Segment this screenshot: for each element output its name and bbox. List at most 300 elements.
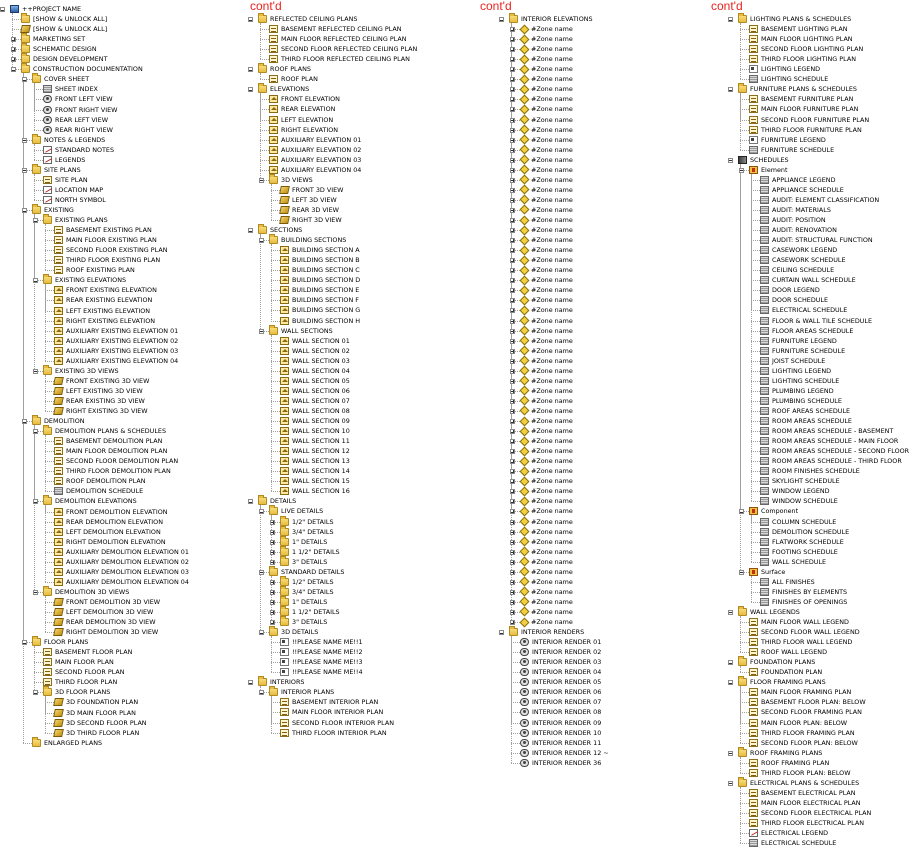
tree-item[interactable] — [280, 346, 350, 356]
tree-item[interactable] — [269, 506, 323, 516]
tree-item[interactable] — [32, 165, 81, 175]
tree-item[interactable] — [749, 125, 862, 135]
tree-item[interactable] — [520, 135, 573, 145]
tree-item[interactable] — [520, 527, 573, 537]
tree-item[interactable] — [280, 587, 334, 597]
tree-item[interactable] — [258, 64, 311, 74]
expand-toggle[interactable] — [510, 228, 515, 233]
tree-item[interactable] — [54, 285, 157, 295]
collapse-toggle[interactable] — [248, 67, 253, 72]
tree-item[interactable] — [520, 607, 573, 617]
expand-toggle[interactable] — [510, 47, 515, 52]
tree-item[interactable] — [54, 265, 135, 275]
tree-item[interactable] — [760, 486, 830, 496]
expand-toggle[interactable] — [510, 389, 515, 394]
collapse-toggle[interactable] — [728, 751, 733, 756]
tree-item[interactable] — [520, 235, 573, 245]
tree-item[interactable] — [43, 105, 118, 115]
tree-item[interactable] — [54, 537, 166, 547]
expand-toggle[interactable] — [270, 530, 275, 535]
tree-item[interactable] — [269, 125, 338, 135]
tree-item[interactable] — [520, 386, 573, 396]
tree-item[interactable] — [760, 426, 893, 436]
tree-item[interactable] — [54, 718, 147, 728]
tree-item[interactable] — [54, 697, 138, 707]
tree-item[interactable] — [269, 175, 313, 185]
tree-item[interactable] — [760, 305, 847, 315]
tree-item[interactable] — [54, 245, 167, 255]
expand-toggle[interactable] — [510, 208, 515, 213]
collapse-toggle[interactable] — [248, 87, 253, 92]
tree-item[interactable] — [749, 637, 852, 647]
tree-item[interactable] — [760, 537, 844, 547]
tree-item[interactable] — [21, 44, 97, 54]
tree-item[interactable] — [520, 305, 573, 315]
expand-toggle[interactable] — [510, 27, 515, 32]
collapse-toggle[interactable] — [33, 278, 38, 283]
collapse-toggle[interactable] — [499, 17, 504, 22]
tree-item[interactable] — [269, 155, 361, 165]
tree-item[interactable] — [520, 738, 601, 748]
expand-toggle[interactable] — [510, 118, 515, 123]
tree-item[interactable] — [520, 677, 601, 687]
collapse-toggle[interactable] — [33, 690, 38, 695]
collapse-toggle[interactable] — [739, 509, 744, 514]
tree-item[interactable] — [749, 145, 834, 155]
tree-item[interactable] — [280, 547, 340, 557]
tree-item[interactable] — [43, 687, 110, 697]
tree-item[interactable] — [520, 436, 573, 446]
tree-item[interactable] — [280, 436, 350, 446]
tree-item[interactable] — [280, 416, 350, 426]
tree-item[interactable] — [520, 265, 573, 275]
tree-item[interactable] — [749, 798, 861, 808]
tree-item[interactable] — [280, 366, 350, 376]
tree-item[interactable] — [749, 697, 866, 707]
tree-item[interactable] — [280, 607, 340, 617]
tree-item[interactable] — [54, 607, 153, 617]
tree-item[interactable] — [520, 215, 573, 225]
tree-item[interactable] — [520, 506, 573, 516]
collapse-toggle[interactable] — [728, 158, 733, 163]
tree-item[interactable] — [520, 466, 573, 476]
tree-item[interactable] — [520, 496, 573, 506]
tree-item[interactable] — [520, 476, 573, 486]
tree-item[interactable] — [749, 24, 848, 34]
tree-item[interactable] — [520, 647, 601, 657]
tree-item[interactable] — [54, 436, 162, 446]
expand-toggle[interactable] — [510, 258, 515, 263]
tree-item[interactable] — [280, 637, 363, 647]
tree-item[interactable] — [520, 205, 573, 215]
tree-item[interactable] — [760, 215, 826, 225]
expand-toggle[interactable] — [510, 77, 515, 82]
collapse-toggle[interactable] — [259, 178, 264, 183]
tree-item[interactable] — [760, 295, 828, 305]
tree-item[interactable] — [280, 255, 360, 265]
tree-item[interactable] — [520, 245, 573, 255]
expand-toggle[interactable] — [270, 540, 275, 545]
collapse-toggle[interactable] — [248, 228, 253, 233]
tree-item[interactable] — [280, 265, 360, 275]
tree-item[interactable] — [520, 185, 573, 195]
collapse-toggle[interactable] — [11, 67, 16, 72]
tree-item[interactable] — [32, 738, 102, 748]
tree-item[interactable] — [54, 728, 139, 738]
expand-toggle[interactable] — [510, 560, 515, 565]
tree-item[interactable] — [54, 476, 146, 486]
expand-toggle[interactable] — [510, 87, 515, 92]
expand-toggle[interactable] — [510, 57, 515, 62]
tree-item[interactable] — [54, 336, 178, 346]
tree-item[interactable] — [43, 426, 166, 436]
tree-item[interactable] — [749, 647, 827, 657]
tree-item[interactable] — [520, 426, 573, 436]
expand-toggle[interactable] — [510, 499, 515, 504]
tree-item[interactable] — [258, 496, 296, 506]
tree-item[interactable] — [280, 215, 342, 225]
tree-item[interactable] — [760, 316, 872, 326]
tree-item[interactable] — [54, 617, 156, 627]
tree-item[interactable] — [269, 104, 335, 114]
tree-item[interactable] — [760, 175, 836, 185]
collapse-toggle[interactable] — [728, 610, 733, 615]
tree-item[interactable] — [520, 64, 573, 74]
tree-item[interactable] — [520, 356, 573, 366]
tree-item[interactable] — [520, 24, 573, 34]
tree-item[interactable] — [760, 527, 849, 537]
tree-item[interactable] — [54, 295, 152, 305]
tree-item[interactable] — [520, 376, 573, 386]
tree-item[interactable] — [760, 205, 831, 215]
tree-item[interactable] — [21, 34, 85, 44]
tree-item[interactable] — [760, 366, 831, 376]
tree-item[interactable] — [54, 356, 178, 366]
collapse-toggle[interactable] — [22, 168, 27, 173]
tree-item[interactable] — [280, 426, 350, 436]
expand-toggle[interactable] — [510, 449, 515, 454]
tree-item[interactable] — [520, 557, 573, 567]
tree-item[interactable] — [520, 396, 573, 406]
tree-item[interactable] — [520, 336, 573, 346]
collapse-toggle[interactable] — [248, 680, 253, 685]
collapse-toggle[interactable] — [22, 419, 27, 424]
tree-item[interactable] — [760, 517, 836, 527]
tree-item[interactable] — [43, 84, 98, 94]
collapse-toggle[interactable] — [248, 499, 253, 504]
tree-item[interactable] — [269, 145, 361, 155]
tree-item[interactable] — [749, 667, 822, 677]
collapse-toggle[interactable] — [33, 218, 38, 223]
tree-item[interactable] — [520, 54, 573, 64]
expand-toggle[interactable] — [510, 580, 515, 585]
expand-toggle[interactable] — [510, 369, 515, 374]
expand-toggle[interactable] — [270, 580, 275, 585]
collapse-toggle[interactable] — [33, 590, 38, 595]
expand-toggle[interactable] — [510, 329, 515, 334]
tree-item[interactable] — [749, 818, 864, 828]
tree-item[interactable] — [520, 597, 573, 607]
tree-item[interactable] — [749, 617, 849, 627]
tree-item[interactable] — [280, 667, 363, 677]
tree-item[interactable] — [269, 627, 318, 637]
tree-item[interactable] — [54, 597, 160, 607]
tree-item[interactable] — [43, 125, 113, 135]
expand-toggle[interactable] — [270, 600, 275, 605]
tree-item[interactable] — [738, 657, 815, 667]
expand-toggle[interactable] — [510, 168, 515, 173]
tree-item[interactable] — [520, 537, 573, 547]
tree-item[interactable] — [520, 175, 573, 185]
tree-item[interactable] — [520, 577, 573, 587]
tree-item[interactable] — [749, 788, 856, 798]
tree-item[interactable] — [54, 316, 155, 326]
tree-item[interactable] — [760, 577, 815, 587]
tree-item[interactable] — [749, 34, 853, 44]
tree-item[interactable] — [43, 185, 103, 195]
expand-toggle[interactable] — [510, 379, 515, 384]
tree-item[interactable] — [21, 24, 107, 34]
expand-toggle[interactable] — [510, 509, 515, 514]
tree-item[interactable] — [760, 436, 898, 446]
collapse-toggle[interactable] — [33, 429, 38, 434]
tree-item[interactable] — [520, 758, 601, 768]
tree-item[interactable] — [280, 718, 394, 728]
tree-item[interactable] — [520, 44, 573, 54]
collapse-toggle[interactable] — [22, 640, 27, 645]
tree-item[interactable] — [520, 617, 573, 627]
expand-toggle[interactable] — [510, 530, 515, 535]
tree-item[interactable] — [280, 446, 350, 456]
tree-item[interactable] — [760, 356, 825, 366]
tree-item[interactable] — [749, 104, 858, 114]
tree-item[interactable] — [54, 517, 163, 527]
tree-item[interactable] — [749, 687, 851, 697]
tree-item[interactable] — [760, 235, 873, 245]
collapse-toggle[interactable] — [728, 680, 733, 685]
tree-item[interactable] — [760, 195, 879, 205]
tree-item[interactable] — [749, 627, 860, 637]
tree-item[interactable] — [520, 34, 573, 44]
tree-item[interactable] — [760, 245, 837, 255]
tree-item[interactable] — [760, 456, 902, 466]
collapse-toggle[interactable] — [33, 499, 38, 504]
tree-item[interactable] — [760, 406, 850, 416]
tree-item[interactable] — [280, 396, 350, 406]
tree-item[interactable] — [54, 466, 171, 476]
expand-toggle[interactable] — [510, 107, 515, 112]
tree-item[interactable] — [54, 456, 178, 466]
tree-item[interactable] — [32, 74, 89, 84]
expand-toggle[interactable] — [510, 67, 515, 72]
tree-item[interactable] — [760, 466, 860, 476]
tree-item[interactable] — [749, 135, 826, 145]
tree-item[interactable] — [280, 275, 360, 285]
tree-item[interactable] — [280, 376, 350, 386]
tree-item[interactable] — [520, 316, 573, 326]
expand-toggle[interactable] — [510, 37, 515, 42]
tree-item[interactable] — [760, 326, 853, 336]
expand-toggle[interactable] — [510, 429, 515, 434]
tree-item[interactable] — [280, 537, 327, 547]
tree-item[interactable] — [520, 285, 573, 295]
tree-item[interactable] — [54, 627, 158, 637]
tree-item[interactable] — [43, 145, 114, 155]
expand-toggle[interactable] — [510, 218, 515, 223]
collapse-toggle[interactable] — [22, 208, 27, 213]
expand-toggle[interactable] — [270, 560, 275, 565]
expand-toggle[interactable] — [510, 590, 515, 595]
expand-toggle[interactable] — [11, 37, 16, 42]
collapse-toggle[interactable] — [739, 168, 744, 173]
tree-item[interactable] — [258, 677, 304, 687]
tree-item[interactable] — [520, 94, 573, 104]
expand-toggle[interactable] — [510, 540, 515, 545]
collapse-toggle[interactable] — [259, 238, 264, 243]
expand-toggle[interactable] — [510, 198, 515, 203]
tree-item[interactable] — [43, 657, 114, 667]
tree-item[interactable] — [280, 195, 337, 205]
tree-item[interactable] — [520, 486, 573, 496]
tree-item[interactable] — [54, 507, 168, 517]
tree-item[interactable] — [520, 115, 573, 125]
collapse-toggle[interactable] — [248, 17, 253, 22]
tree-item[interactable] — [520, 406, 573, 416]
tree-item[interactable] — [749, 165, 787, 175]
tree-item[interactable] — [280, 295, 359, 305]
tree-item[interactable] — [280, 657, 363, 667]
tree-item[interactable] — [280, 527, 334, 537]
tree-item[interactable] — [749, 738, 858, 748]
tree-item[interactable] — [258, 84, 309, 94]
expand-toggle[interactable] — [270, 610, 275, 615]
tree-item[interactable] — [269, 687, 334, 697]
tree-item[interactable] — [280, 486, 350, 496]
tree-item[interactable] — [280, 305, 360, 315]
expand-toggle[interactable] — [510, 148, 515, 153]
tree-item[interactable] — [749, 64, 820, 74]
tree-item[interactable] — [760, 597, 847, 607]
tree-item[interactable] — [280, 406, 350, 416]
expand-toggle[interactable] — [510, 600, 515, 605]
tree-item[interactable] — [43, 175, 88, 185]
collapse-toggle[interactable] — [499, 630, 504, 635]
tree-item[interactable] — [520, 567, 573, 577]
tree-item[interactable] — [749, 506, 798, 516]
tree-item[interactable] — [280, 577, 334, 587]
tree-item[interactable] — [738, 677, 826, 687]
tree-item[interactable] — [43, 115, 108, 125]
tree-item[interactable] — [280, 205, 339, 215]
tree-item[interactable] — [760, 336, 837, 346]
tree-item[interactable] — [269, 54, 410, 64]
collapse-toggle[interactable] — [728, 781, 733, 786]
tree-item[interactable] — [760, 265, 834, 275]
expand-toggle[interactable] — [510, 610, 515, 615]
tree-item[interactable] — [520, 366, 573, 376]
tree-item[interactable] — [760, 275, 856, 285]
tree-item[interactable] — [258, 225, 302, 235]
tree-item[interactable] — [760, 185, 844, 195]
collapse-toggle[interactable] — [259, 570, 264, 575]
tree-item[interactable] — [269, 44, 417, 54]
tree-item[interactable] — [749, 115, 869, 125]
collapse-toggle[interactable] — [33, 369, 38, 374]
tree-item[interactable] — [269, 34, 407, 44]
tree-item[interactable] — [749, 567, 785, 577]
tree-item[interactable] — [280, 245, 360, 255]
tree-item[interactable] — [520, 667, 601, 677]
tree-item[interactable] — [54, 376, 149, 386]
expand-toggle[interactable] — [510, 158, 515, 163]
tree-item[interactable] — [738, 607, 800, 617]
expand-toggle[interactable] — [510, 520, 515, 525]
expand-toggle[interactable] — [270, 590, 275, 595]
expand-toggle[interactable] — [510, 459, 515, 464]
tree-item[interactable] — [520, 517, 573, 527]
collapse-toggle[interactable] — [259, 630, 264, 635]
tree-item[interactable] — [280, 456, 350, 466]
collapse-toggle[interactable] — [22, 138, 27, 143]
tree-item[interactable] — [520, 104, 573, 114]
expand-toggle[interactable] — [510, 439, 515, 444]
tree-item[interactable] — [520, 718, 601, 728]
tree-item[interactable] — [280, 476, 350, 486]
tree-item[interactable] — [280, 557, 327, 567]
tree-item[interactable] — [760, 225, 837, 235]
tree-item[interactable] — [520, 657, 601, 667]
tree-item[interactable] — [54, 255, 160, 265]
tree-item[interactable] — [760, 587, 847, 597]
tree-item[interactable] — [43, 677, 117, 687]
tree-item[interactable] — [54, 406, 148, 416]
tree-item[interactable] — [280, 466, 350, 476]
expand-toggle[interactable] — [510, 359, 515, 364]
tree-item[interactable] — [520, 547, 573, 557]
tree-item[interactable] — [54, 577, 189, 587]
tree-item[interactable] — [280, 386, 350, 396]
expand-toggle[interactable] — [510, 479, 515, 484]
tree-item[interactable] — [269, 235, 346, 245]
collapse-toggle[interactable] — [22, 77, 27, 82]
expand-toggle[interactable] — [510, 308, 515, 313]
tree-item[interactable] — [32, 637, 88, 647]
tree-item[interactable] — [43, 587, 129, 597]
tree-item[interactable] — [760, 547, 838, 557]
tree-item[interactable] — [280, 647, 363, 657]
collapse-toggle[interactable] — [739, 570, 744, 575]
tree-item[interactable] — [269, 115, 333, 125]
tree-item[interactable] — [749, 718, 847, 728]
tree-item[interactable] — [269, 74, 318, 84]
tree-item[interactable] — [749, 768, 851, 778]
tree-item[interactable] — [749, 44, 863, 54]
tree-item[interactable] — [738, 84, 857, 94]
expand-toggle[interactable] — [510, 339, 515, 344]
tree-item[interactable] — [749, 808, 871, 818]
tree-item[interactable] — [749, 94, 853, 104]
tree-item[interactable] — [280, 597, 327, 607]
tree-item[interactable] — [54, 306, 150, 316]
tree-item[interactable] — [54, 557, 189, 567]
tree-item[interactable] — [738, 778, 859, 788]
tree-item[interactable] — [43, 215, 108, 225]
tree-item[interactable] — [760, 557, 826, 567]
collapse-toggle[interactable] — [259, 690, 264, 695]
tree-item[interactable] — [43, 667, 125, 677]
tree-item[interactable] — [269, 165, 361, 175]
tree-item[interactable] — [280, 185, 344, 195]
